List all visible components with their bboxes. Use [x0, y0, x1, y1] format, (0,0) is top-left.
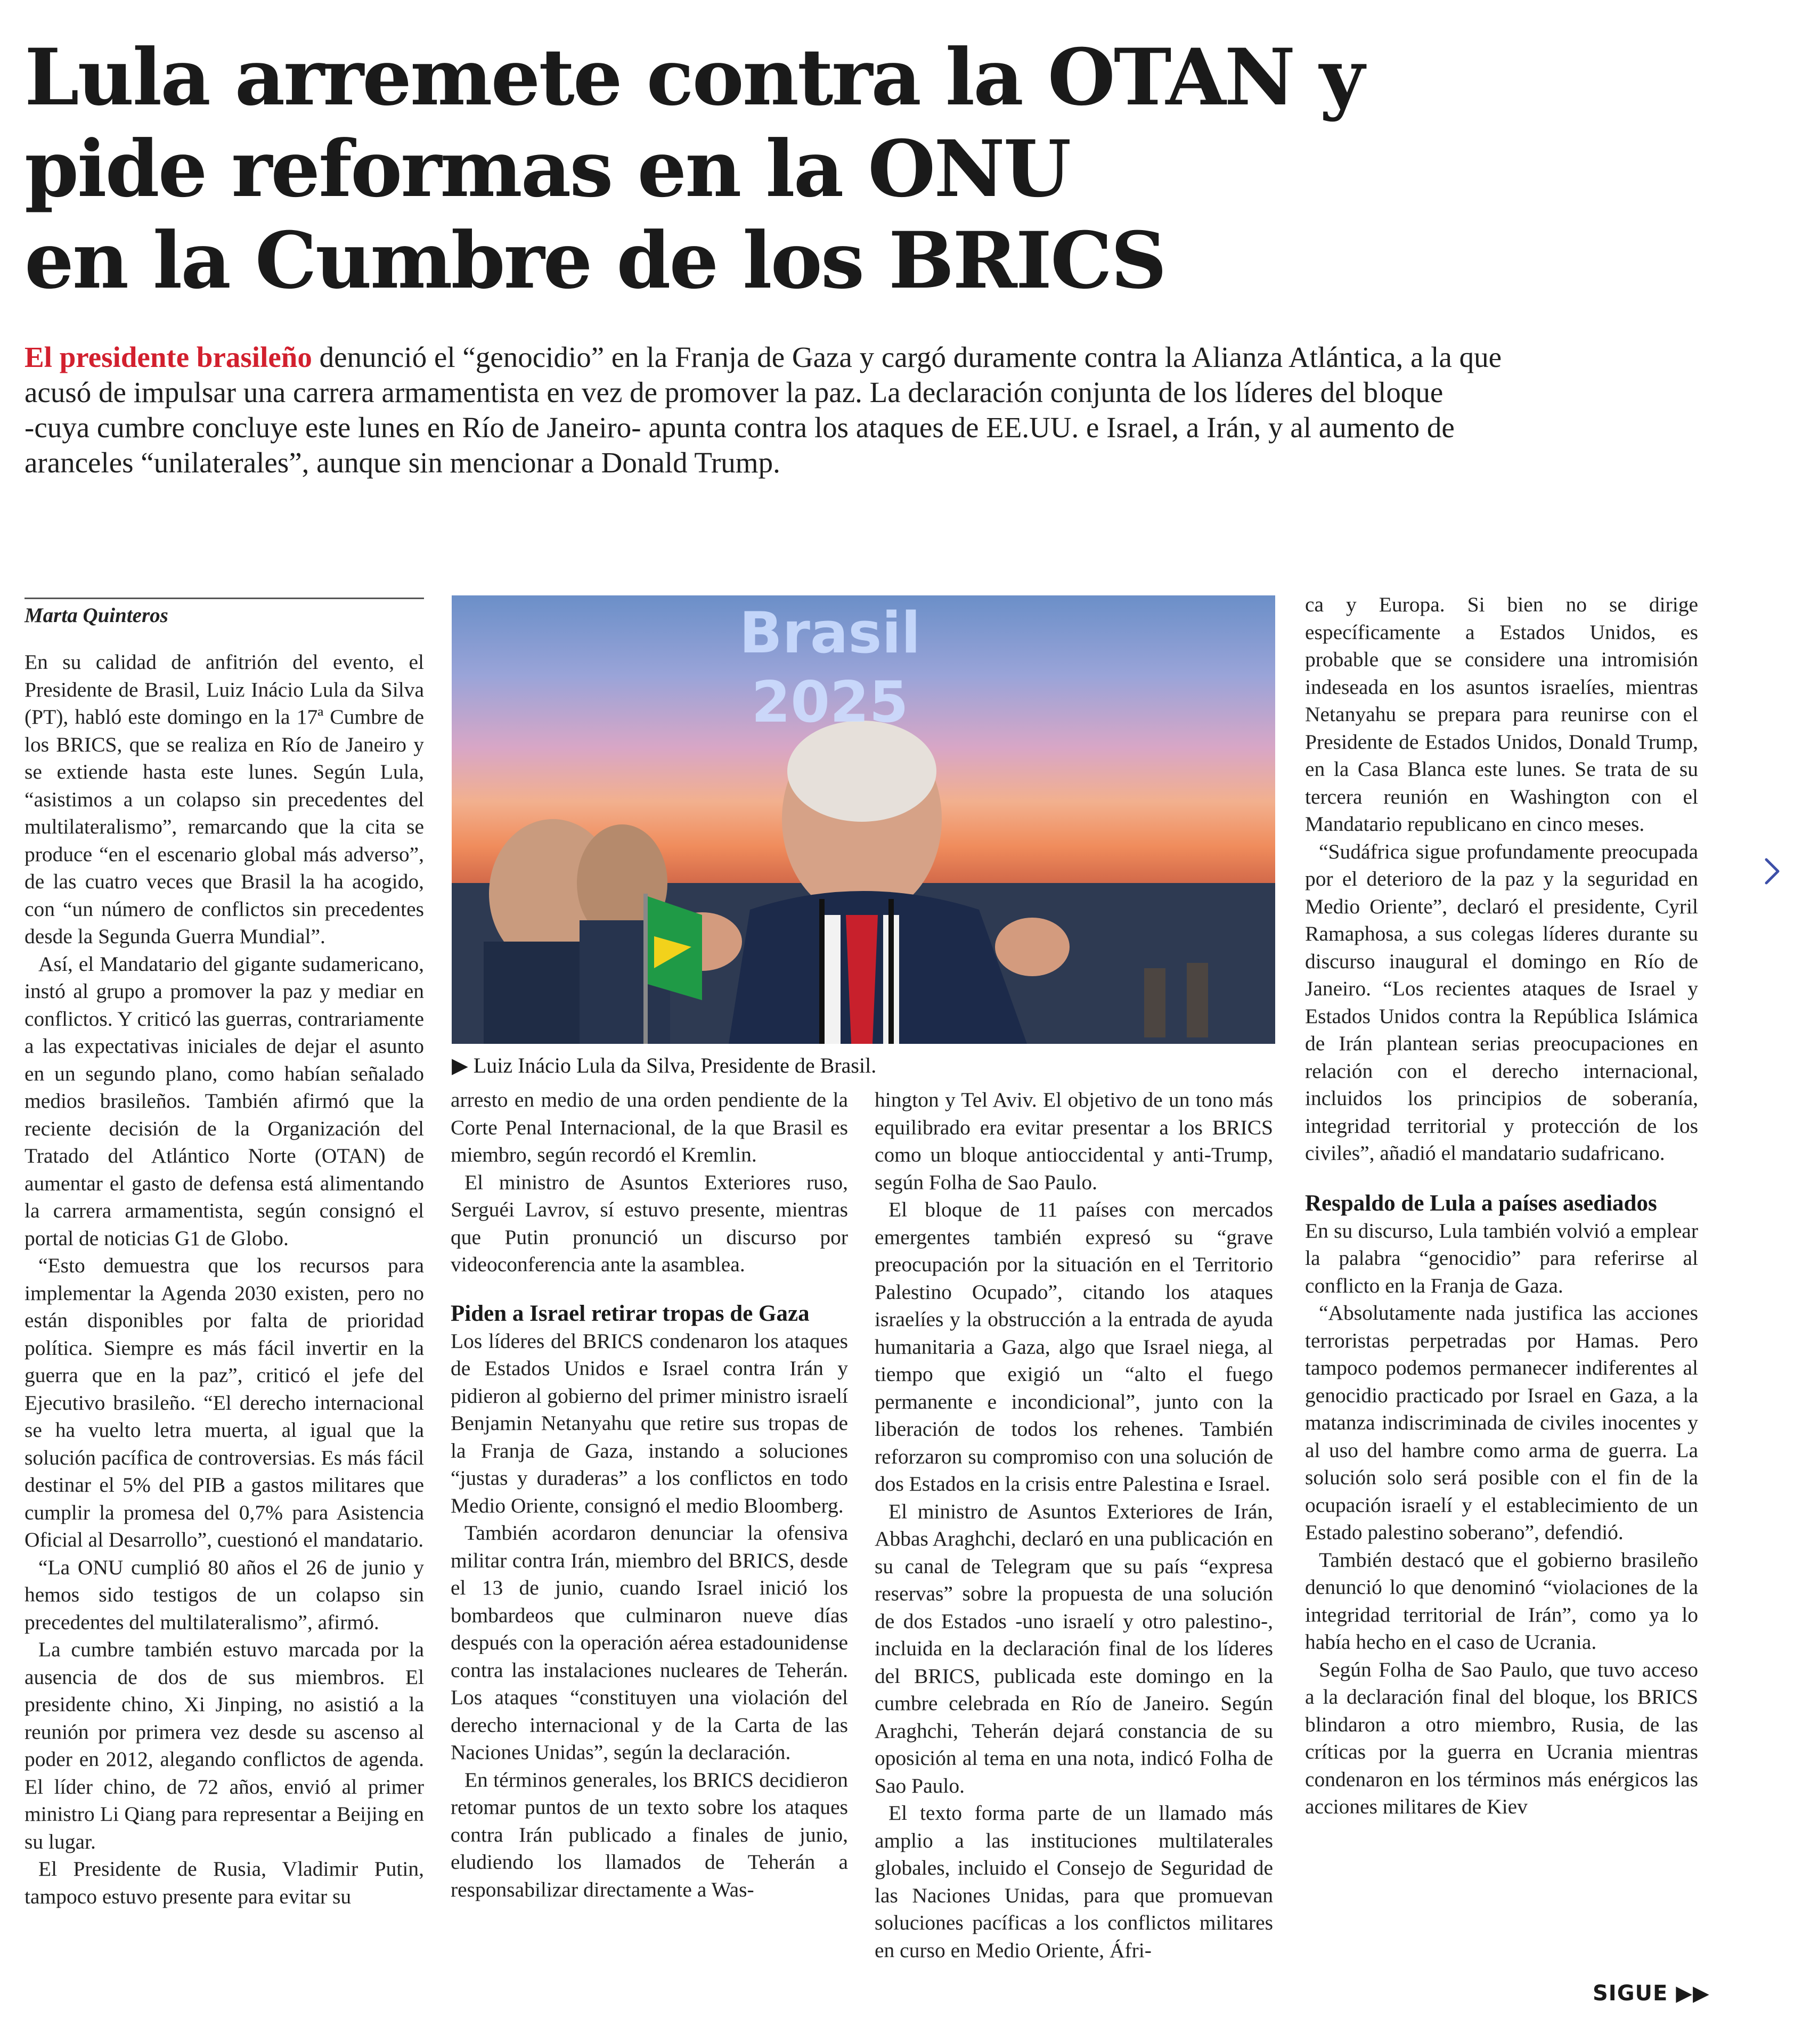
sigue-continue-marker[interactable] [1593, 1980, 1710, 2007]
article-column-4 [1305, 591, 1698, 1821]
byline: Marta Quinteros [25, 598, 424, 629]
col4-paragraph-1: ca y Europa. Si bien no se dirige específicamente a Estados Unidos, es probable que se considere una intromisión indeseada en los asuntos israelíes, mientras Netanyahu se prepara para reunirse con el Presidente de Estados Unidos, Donald Trump, en la Casa Blanca este lunes. Se trata de su tercera reunión en Washington con el Mandatario republicano en cinco meses. [1305, 593, 1698, 836]
photo [452, 595, 1275, 1044]
col1-paragraph-1: En su calidad de anfitrión del evento, el Presidente de Brasil, Luiz Inácio Lula da Silva (PT), habló este domingo en la 17ª Cumbre de los BRICS, que se realiza en Río de Janeiro y se extiende hasta este lunes. Según Lula, “asistimos a un colapso sin precedentes del multilateralismo”, remarcando que la cita se produce “en el escenario global más adverso”, de las cuatro veces que Brasil la ha acogido, con “un número de conflictos sin precedentes desde la Segunda Guerra Mundial”. [25, 650, 424, 948]
lead-line-4: aranceles “unilaterales”, aunque sin mencionar a Donald Trump. [25, 446, 780, 479]
lead-paragraph [25, 340, 1686, 480]
col3-paragraph-2: El bloque de 11 países con mercados emergentes también expresó su “grave preocupación por la situación en el Territorio Palestino Ocupado”, citando los ataques israelíes y la obstrucción a la entrada de ayuda humanitaria a Gaza, algo que Israel niega, al tiempo que exigió un “alto el fuego permanente e incondicional”, junto con la liberación de todos los rehenes. También reforzaron su compromiso con una solución de dos Estados en la crisis entre Palestina e Israel. [875, 1198, 1273, 1495]
col4-paragraph-2: “Sudáfrica sigue profundamente preocupada por el deterioro de la paz y la seguridad en Medio Oriente”, declaró el presidente, Cyril Ramaphosa, a sus colegas líderes durante su discurso inaugural el domingo en Río de Janeiro. “Los recientes ataques de Israel y Estados Unidos contra la República Islámica de Irán plantean serias preocupaciones en relación con el derecho internacional, incluidos los principios de soberanía, integridad territorial y protección de los civiles”, añadió el mandatario sudafricano. [1305, 839, 1698, 1165]
col2-paragraph-2: El ministro de Asuntos Exteriores ruso, Serguéi Lavrov, sí estuvo presente, mientras que Putin pronunció un discurso por videoconferencia ante la asamblea. [451, 1170, 848, 1276]
col4-paragraph-6: Según Folha de Sao Paulo, que tuvo acceso a la declaración final del bloque, los BRICS blindaron a otro miembro, Rusia, de las críticas por la guerra en Ucrania mientras condenaron en los términos más enérgicos las acciones militares de Kiev [1305, 1657, 1698, 1818]
col4-paragraph-5: También destacó que el gobierno brasileño denunció lo que denominó “violaciones de la integridad territorial de Irán”, como ya lo había hecho en el caso de Ucrania. [1305, 1548, 1698, 1654]
next-page-button[interactable] [1756, 850, 1788, 893]
col2-subheading: Piden a Israel retirar tropas de Gaza [451, 1301, 810, 1326]
col4-paragraph-3: En su discurso, Lula también volvió a emplear la palabra “genocidio” para referirse al conflicto en la Franja de Gaza. [1305, 1219, 1698, 1297]
article-column-3 [875, 1086, 1273, 1964]
article-column-1 [25, 649, 424, 1910]
headline-line-1: Lula arremete contra la OTAN y [25, 32, 1363, 123]
col2-paragraph-4: También acordaron denunciar la ofensiva militar contra Irán, miembro del BRICS, desde el 13 de junio, cuando Israel inició los bombardeos que culminaron nueve días después con la operación aérea estadounidense contra las instalaciones nucleares de Teherán. Los ataques “constituyen una violación del derecho internacional y de la Carta de las Naciones Unidas”, según la declaración. [451, 1521, 848, 1764]
photo-backdrop-text: Brasil 2025 [739, 600, 921, 735]
sigue-label: SIGUE [1593, 1981, 1668, 2006]
lead-line-1-text: denunció el “genocidio” en la Franja de Gaza y cargó duramente contra la Alianza Atlántica, a la que [319, 341, 1502, 373]
col4-paragraph-4: “Absolutamente nada justifica las acciones terroristas perpetradas por Hamas. Pero tampoco podemos permanecer indiferentes al genocidio practicado por Israel en Gaza, a la matanza indiscriminada de civiles inocentes y al uso del hambre como arma de guerra. La solución solo será posible con el fin de la ocupación israelí y el establecimiento de un Estado palestino soberano”, defendió. [1305, 1301, 1698, 1544]
col2-paragraph-3: Los líderes del BRICS condenaron los ataques de Estados Unidos e Israel contra Irán y pidieron al gobierno del primer ministro israelí Benjamin Netanyahu que retire sus tropas de la Franja de Gaza, instando a soluciones “justas y duraderas” a los conflictos en todo Medio Oriente, consignó el medio Bloomberg. [451, 1329, 848, 1517]
headline [25, 32, 1409, 307]
col1-paragraph-5: La cumbre también estuvo marcada por la ausencia de dos de sus miembros. El presidente chino, Xi Jinping, no asistió a la reunión por primera vez desde su ascenso al poder en 2012, alegando conflictos de agenda. El líder chino, de 72 años, envió al primer ministro Li Qiang para representar a Beijing en su lugar. [25, 1638, 424, 1853]
lead-line-2: acusó de impulsar una carrera armamentista en vez de promover la paz. La declaración conjunta de los líderes del bloque [25, 376, 1444, 408]
photo-caption [452, 1052, 1275, 1079]
col4-subheading: Respaldo de Lula a países asediados [1305, 1190, 1657, 1216]
article-column-2 [451, 1086, 848, 1903]
lead-highlight: El presidente brasileño [25, 341, 312, 373]
col2-paragraph-5: En términos generales, los BRICS decidieron retomar puntos de un texto sobre los ataques contra Irán publicado a finales de junio, eludiendo los llamados de Teherán a responsabilizar directamente a Was- [451, 1768, 848, 1901]
lead-line-1 [25, 340, 1686, 375]
photo-caption-text: Luiz Inácio Lula da Silva, Presidente de Brasil. [473, 1053, 877, 1077]
lead-line-3: -cuya cumbre concluye este lunes en Río de Janeiro- apunta contra los ataques de EE.UU. e Israel, a Irán, y al aumento de [25, 411, 1455, 444]
col3-paragraph-3: El ministro de Asuntos Exteriores de Irán, Abbas Araghchi, declaró en una publicación en su canal de Telegram que su país “expresa reservas” sobre la propuesta de una solución de dos Estados -uno israelí y otro palestino-, incluida en la declaración final de los líderes del BRICS, publicada este domingo en la cumbre celebrada en Río de Janeiro. Según Araghchi, Teherán dejará constancia de su oposición al tema en una nota, indicó Folha de Sao Paulo. [875, 1499, 1273, 1797]
headline-line-2: pide reformas en la ONU [25, 124, 1070, 215]
headline-line-3: en la Cumbre de los BRICS [25, 215, 1165, 306]
col3-paragraph-1: hington y Tel Aviv. El objetivo de un tono más equilibrado era evitar presentar a los BRICS como un bloque antioccidental y anti-Trump, según Folha de Sao Paulo. [875, 1088, 1273, 1194]
col1-paragraph-3: “Esto demuestra que los recursos para implementar la Agenda 2030 existen, pero no están disponibles por falta de prioridad política. Siempre es más fácil invertir en la guerra que en la paz”, criticó el jefe del Ejecutivo brasileño. “El derecho internacional se ha vuelto letra muerta, al igual que la solución pacífica de controversias. Es más fácil destinar el 5% del PIB a gastos militares que cumplir la promesa del 0,7% para Asistencia Oficial al Desarrollo”, cuestionó el mandatario. [25, 1254, 424, 1551]
col3-paragraph-4: El texto forma parte de un llamado más amplio a las instituciones multilaterales globales, incluido el Consejo de Seguridad de las Naciones Unidas, para que promuevan soluciones pacíficas a los conflictos militares en curso en Medio Oriente, Áfri- [875, 1801, 1273, 1962]
chevron-right-icon [1756, 850, 1788, 893]
col1-paragraph-2: Así, el Mandatario del gigante sudamericano, instó al grupo a promover la paz y mediar en conflictos. Y criticó las guerras, contrariamente a las expectativas iniciales de dejar el asunto en un segundo plano, como habían señalado medios brasileños. También afirmó que la reciente decisión de la Organización del Tratado del Atlántico Norte (OTAN) de aumentar el gasto de defensa está alimentando la carrera armamentista, según consignó el portal de noticias G1 de Globo. [25, 952, 424, 1250]
triangle-right-icon: ▶ [452, 1053, 468, 1077]
col1-paragraph-4: “La ONU cumplió 80 años el 26 de junio y hemos sido testigos de un colapso sin precedentes del multilateralismo”, afirmó. [25, 1555, 424, 1634]
double-arrow-right-icon: ▶▶ [1676, 1981, 1710, 2006]
col2-paragraph-1: arresto en medio de una orden pendiente de la Corte Penal Internacional, de la que Brasil es miembro, según recordó el Kremlin. [451, 1088, 848, 1166]
col1-paragraph-6: El Presidente de Rusia, Vladimir Putin, tampoco estuvo presente para evitar su [25, 1857, 424, 1908]
